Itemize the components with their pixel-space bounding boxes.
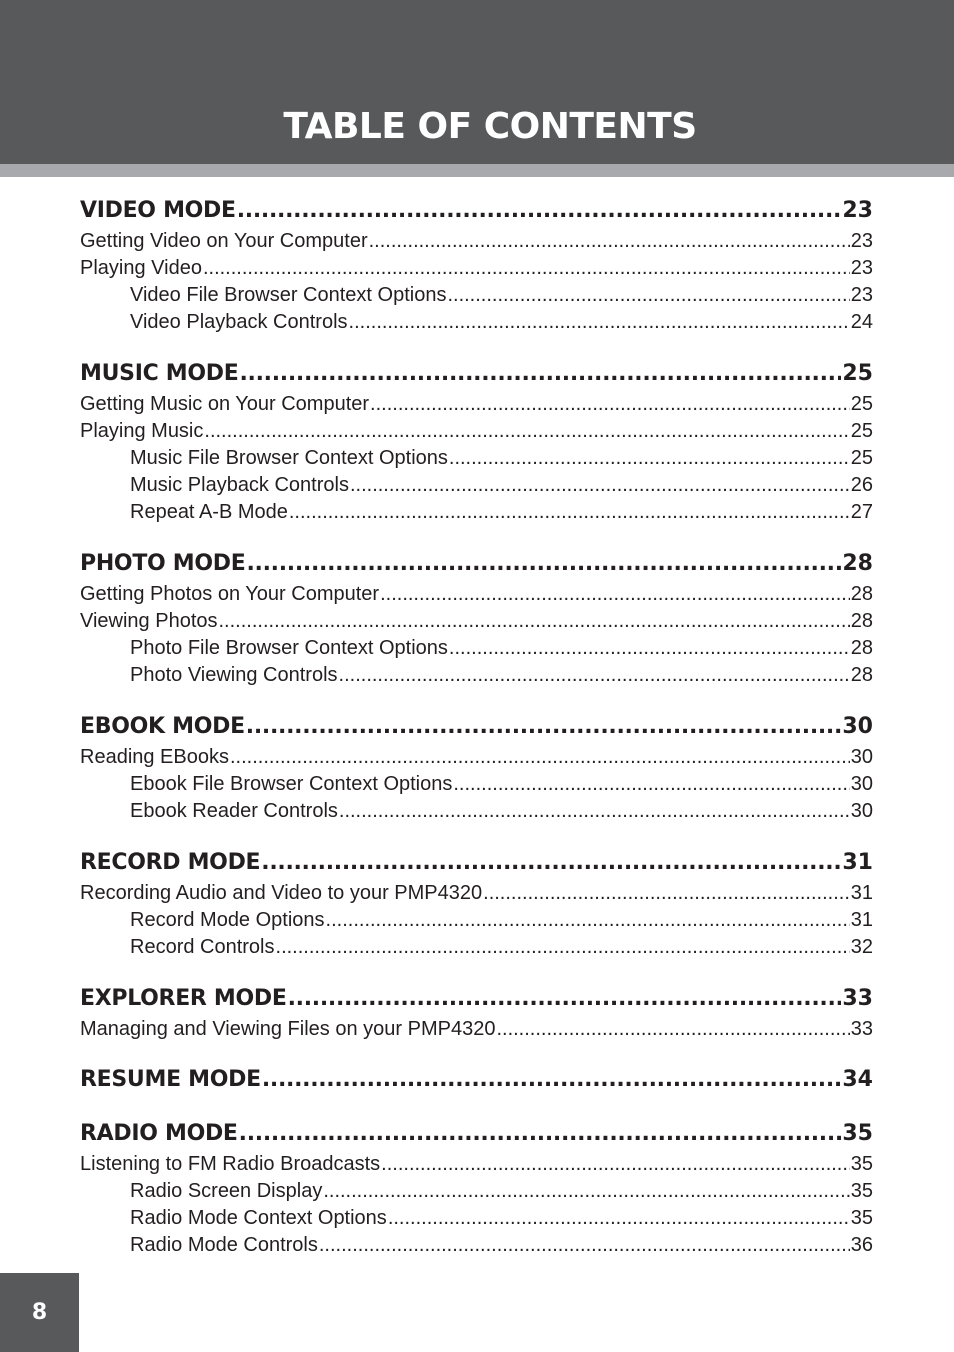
entry-label: Playing Video — [80, 257, 202, 279]
entry-page-number: 25 — [850, 447, 873, 469]
section-title: EBOOK MODE — [80, 714, 245, 739]
entry-page-number: 33 — [850, 1018, 873, 1040]
dot-leader — [239, 357, 841, 391]
entry-page-number: 26 — [850, 474, 873, 496]
toc-subentry[interactable] — [80, 472, 873, 499]
section-gap — [80, 825, 873, 846]
entry-page-number: 28 — [850, 637, 873, 659]
section-page-number: 33 — [842, 986, 873, 1011]
toc-subentry[interactable] — [80, 499, 873, 526]
section-page-number: 28 — [842, 551, 873, 576]
entry-label: Radio Screen Display — [130, 1180, 323, 1202]
section-gap — [80, 1043, 873, 1063]
entry-label: Radio Mode Context Options — [130, 1207, 387, 1229]
dot-leader — [262, 1063, 842, 1097]
toc-subentry[interactable] — [80, 1178, 873, 1205]
toc-subentry[interactable] — [80, 771, 873, 798]
entry-label: Managing and Viewing Files on your PMP4320 — [80, 1018, 496, 1040]
entry-page-number: 27 — [850, 501, 873, 523]
dot-leader — [230, 744, 850, 771]
section-page-number: 31 — [842, 850, 873, 875]
entry-label: Music File Browser Context Options — [130, 447, 448, 469]
toc-entry[interactable] — [80, 1016, 873, 1043]
section-page-number: 23 — [842, 198, 873, 223]
dot-leader — [326, 907, 850, 934]
toc-section-photo-mode[interactable] — [80, 547, 873, 581]
toc-subentry[interactable] — [80, 1205, 873, 1232]
header-band — [0, 0, 954, 164]
toc-subentry[interactable] — [80, 934, 873, 961]
dot-leader — [247, 547, 842, 581]
entry-label: Ebook Reader Controls — [130, 800, 338, 822]
toc-section-record-mode[interactable] — [80, 846, 873, 880]
toc-subentry[interactable] — [80, 798, 873, 825]
section-page-number: 25 — [842, 361, 873, 386]
dot-leader — [203, 255, 850, 282]
entry-label: Photo File Browser Context Options — [130, 637, 448, 659]
entry-page-number: 31 — [850, 909, 873, 931]
dot-leader — [339, 798, 850, 825]
entry-page-number: 30 — [850, 773, 873, 795]
entry-page-number: 28 — [850, 664, 873, 686]
entry-page-number: 25 — [850, 420, 873, 442]
section-gap — [80, 526, 873, 547]
toc-entry[interactable] — [80, 391, 873, 418]
section-title: RADIO MODE — [80, 1121, 238, 1146]
entry-label: Listening to FM Radio Broadcasts — [80, 1153, 381, 1175]
toc-subentry[interactable] — [80, 282, 873, 309]
entry-label: Ebook File Browser Context Options — [130, 773, 453, 795]
entry-label: Record Mode Options — [130, 909, 325, 931]
section-title: PHOTO MODE — [80, 551, 246, 576]
dot-leader — [483, 880, 850, 907]
toc-section-radio-mode[interactable] — [80, 1117, 873, 1151]
dot-leader — [204, 418, 849, 445]
entry-page-number: 36 — [850, 1234, 873, 1256]
toc-section-resume-mode[interactable] — [80, 1063, 873, 1097]
toc-entry[interactable] — [80, 228, 873, 255]
dot-leader — [447, 282, 849, 309]
dot-leader — [381, 1151, 850, 1178]
entry-label: Video Playback Controls — [130, 311, 348, 333]
toc-subentry[interactable] — [80, 635, 873, 662]
page-title: TABLE OF CONTENTS — [283, 106, 697, 147]
toc-entry[interactable] — [80, 1151, 873, 1178]
entry-page-number: 28 — [850, 583, 873, 605]
dot-leader — [380, 581, 850, 608]
entry-label: Radio Mode Controls — [130, 1234, 318, 1256]
entry-page-number: 35 — [850, 1207, 873, 1229]
section-gap — [80, 961, 873, 982]
entry-page-number: 23 — [850, 257, 873, 279]
entry-page-number: 28 — [850, 610, 873, 632]
toc-entry[interactable] — [80, 581, 873, 608]
dot-leader — [350, 472, 850, 499]
toc-entry[interactable] — [80, 255, 873, 282]
dot-leader — [449, 445, 850, 472]
entry-label: Video File Browser Context Options — [130, 284, 447, 306]
dot-leader — [388, 1205, 850, 1232]
dot-leader — [370, 391, 850, 418]
table-of-contents — [80, 194, 873, 1259]
entry-label: Repeat A-B Mode — [130, 501, 288, 523]
section-title: EXPLORER MODE — [80, 986, 287, 1011]
entry-label: Record Controls — [130, 936, 275, 958]
dot-leader — [276, 934, 850, 961]
entry-page-number: 35 — [850, 1180, 873, 1202]
entry-label: Playing Music — [80, 420, 204, 442]
dot-leader — [219, 608, 850, 635]
section-gap — [80, 689, 873, 710]
entry-page-number: 25 — [850, 393, 873, 415]
section-gap — [80, 1097, 873, 1117]
entry-page-number: 23 — [850, 284, 873, 306]
dot-leader — [288, 982, 842, 1016]
dot-leader — [349, 309, 850, 336]
section-gap — [80, 336, 873, 357]
entry-label: Getting Video on Your Computer — [80, 230, 368, 252]
dot-leader — [323, 1178, 849, 1205]
toc-section-video-mode[interactable] — [80, 194, 873, 228]
dot-leader — [319, 1232, 850, 1259]
entry-label: Viewing Photos — [80, 610, 218, 632]
header-divider — [0, 164, 954, 177]
entry-label: Recording Audio and Video to your PMP4320 — [80, 882, 483, 904]
dot-leader — [449, 635, 850, 662]
page-number-box — [0, 1273, 79, 1352]
entry-label: Getting Music on Your Computer — [80, 393, 370, 415]
entry-page-number: 32 — [850, 936, 873, 958]
toc-subentry[interactable] — [80, 907, 873, 934]
entry-page-number: 35 — [850, 1153, 873, 1175]
section-page-number: 35 — [842, 1121, 873, 1146]
toc-entry[interactable] — [80, 880, 873, 907]
entry-page-number: 30 — [850, 800, 873, 822]
entry-label: Reading EBooks — [80, 746, 229, 768]
page-number: 8 — [31, 1300, 48, 1325]
entry-page-number: 31 — [850, 882, 873, 904]
section-title: MUSIC MODE — [80, 361, 239, 386]
section-page-number: 30 — [842, 714, 873, 739]
dot-leader — [453, 771, 849, 798]
dot-leader — [246, 710, 842, 744]
entry-label: Music Playback Controls — [130, 474, 349, 496]
toc-subentry[interactable] — [80, 1232, 873, 1259]
dot-leader — [237, 194, 842, 228]
toc-section-ebook-mode[interactable] — [80, 710, 873, 744]
dot-leader — [261, 846, 841, 880]
dot-leader — [496, 1016, 849, 1043]
entry-label: Photo Viewing Controls — [130, 664, 338, 686]
toc-section-music-mode[interactable] — [80, 357, 873, 391]
dot-leader — [289, 499, 850, 526]
entry-label: Getting Photos on Your Computer — [80, 583, 380, 605]
entry-page-number: 30 — [850, 746, 873, 768]
toc-section-explorer-mode[interactable] — [80, 982, 873, 1016]
entry-page-number: 24 — [850, 311, 873, 333]
toc-entry[interactable] — [80, 418, 873, 445]
section-title: RECORD MODE — [80, 850, 261, 875]
section-title: RESUME MODE — [80, 1067, 261, 1092]
toc-entry[interactable] — [80, 608, 873, 635]
toc-entry[interactable] — [80, 744, 873, 771]
section-page-number: 34 — [842, 1067, 873, 1092]
dot-leader — [239, 1117, 842, 1151]
section-title: VIDEO MODE — [80, 198, 236, 223]
dot-leader — [369, 228, 850, 255]
dot-leader — [339, 662, 850, 689]
toc-subentry[interactable] — [80, 309, 873, 336]
toc-subentry[interactable] — [80, 662, 873, 689]
entry-page-number: 23 — [850, 230, 873, 252]
toc-subentry[interactable] — [80, 445, 873, 472]
